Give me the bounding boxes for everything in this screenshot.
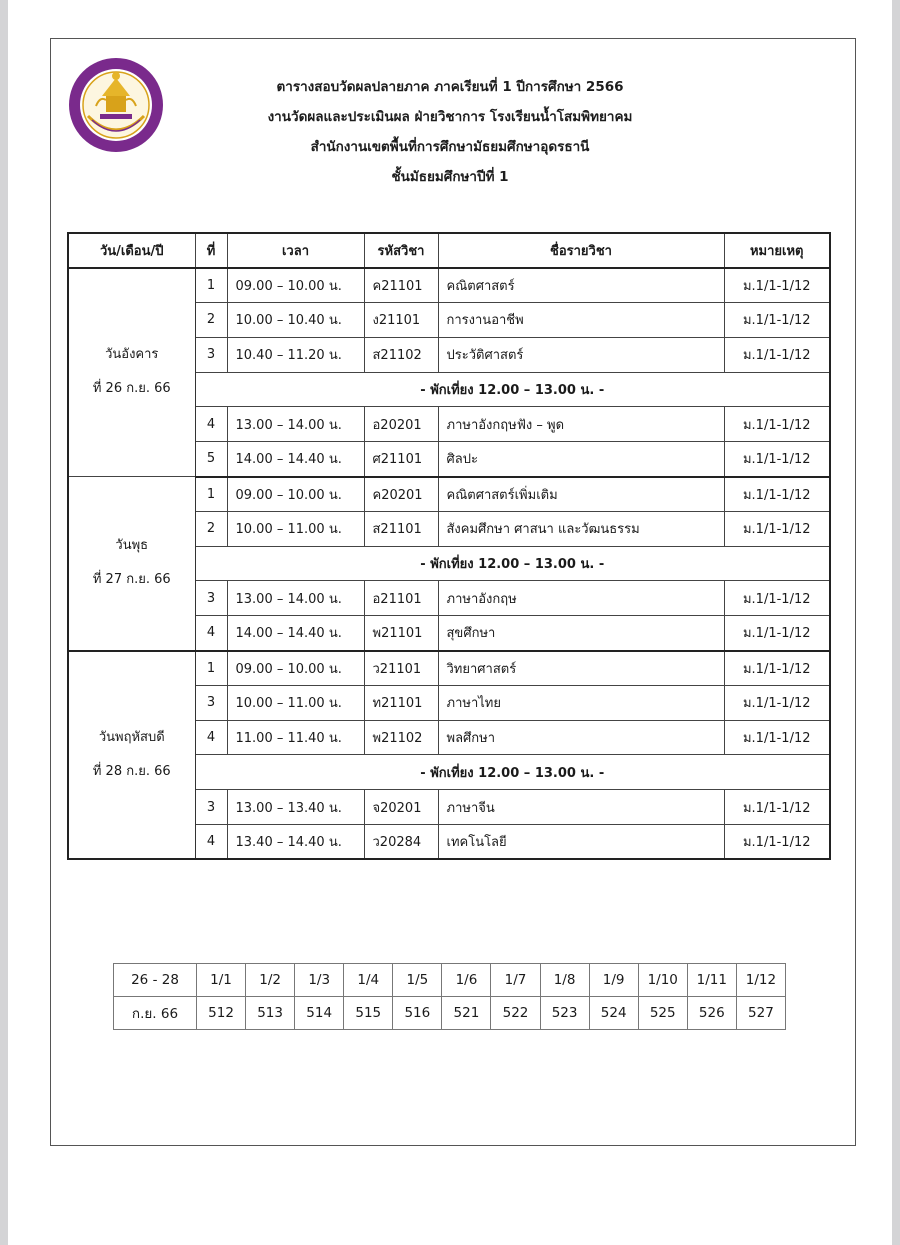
row-no: 5 (195, 442, 227, 477)
row-note: ม.1/1-1/12 (724, 511, 830, 546)
room-number-cell: 516 (393, 997, 442, 1030)
lunch-break-label: - พักเที่ยง 12.00 – 13.00 น. - (195, 546, 830, 581)
row-no: 1 (195, 651, 227, 686)
row-time: 09.00 – 10.00 น. (227, 268, 364, 303)
row-time: 10.00 – 10.40 น. (227, 303, 364, 338)
row-time: 13.00 – 14.00 น. (227, 407, 364, 442)
class-cell: 1/3 (295, 964, 344, 997)
room-number-row (114, 997, 786, 1030)
class-cell: 1/12 (736, 964, 785, 997)
table-row (68, 651, 830, 686)
day-cell-tuesday (68, 268, 195, 477)
day-date: ที่ 26 ก.ย. 66 (92, 381, 171, 397)
row-no: 2 (195, 511, 227, 546)
day-date: ที่ 27 ก.ย. 66 (92, 572, 171, 588)
room-date-bottom: ก.ย. 66 (114, 997, 197, 1030)
header-department: งานวัดผลและประเมินผล ฝ่ายวิชาการ โรงเรียนน้ำโสมพิทยาคม (267, 109, 633, 125)
lunch-break-label: - พักเที่ยง 12.00 – 13.00 น. - (195, 372, 830, 407)
row-time: 14.00 – 14.40 น. (227, 442, 364, 477)
day-cell-wednesday (68, 477, 195, 651)
header-title: ตารางสอบวัดผลปลายภาค ภาคเรียนที่ 1 ปีการศึกษา 2566 (276, 79, 624, 95)
day-cell-thursday (68, 651, 195, 860)
col-header-time: เวลา (227, 233, 364, 268)
row-time: 14.00 – 14.40 น. (227, 616, 364, 651)
header-office: สำนักงานเขตพื้นที่การศึกษามัธยมศึกษาอุดรธานี (310, 139, 590, 155)
row-no: 4 (195, 720, 227, 755)
row-subject: เทคโนโลยี (438, 825, 724, 860)
row-no: 2 (195, 303, 227, 338)
row-code: ส21101 (364, 511, 438, 546)
row-time: 09.00 – 10.00 น. (227, 651, 364, 686)
room-assignment-table (113, 963, 786, 1030)
class-cell: 1/2 (246, 964, 295, 997)
row-subject: คณิตศาสตร์เพิ่มเติม (438, 477, 724, 512)
class-cell: 1/8 (540, 964, 589, 997)
col-header-no: ที่ (195, 233, 227, 268)
row-no: 4 (195, 407, 227, 442)
class-cell: 1/6 (442, 964, 491, 997)
col-header-note: หมายเหตุ (724, 233, 830, 268)
room-number-cell: 513 (246, 997, 295, 1030)
row-subject: ภาษาอังกฤษฟัง – พูด (438, 407, 724, 442)
document-header (200, 72, 700, 192)
row-note: ม.1/1-1/12 (724, 581, 830, 616)
row-note: ม.1/1-1/12 (724, 337, 830, 372)
row-time: 09.00 – 10.00 น. (227, 477, 364, 512)
row-code: พ21101 (364, 616, 438, 651)
header-grade: ชั้นมัธยมศึกษาปีที่ 1 (391, 169, 509, 185)
row-note: ม.1/1-1/12 (724, 685, 830, 720)
school-logo (66, 56, 166, 154)
row-code: ค21101 (364, 268, 438, 303)
table-row (68, 477, 830, 512)
row-subject: การงานอาชีพ (438, 303, 724, 338)
row-no: 3 (195, 337, 227, 372)
table-header-row (68, 233, 830, 268)
row-code: ส21102 (364, 337, 438, 372)
row-code: ว20284 (364, 825, 438, 860)
room-number-cell: 512 (197, 997, 246, 1030)
row-note: ม.1/1-1/12 (724, 303, 830, 338)
row-time: 13.00 – 13.40 น. (227, 790, 364, 825)
table-row (68, 268, 830, 303)
row-subject: ภาษาอังกฤษ (438, 581, 724, 616)
row-code: ว21101 (364, 651, 438, 686)
class-cell: 1/1 (197, 964, 246, 997)
row-time: 13.40 – 14.40 น. (227, 825, 364, 860)
class-cell: 1/11 (687, 964, 736, 997)
row-note: ม.1/1-1/12 (724, 407, 830, 442)
class-cell: 1/10 (638, 964, 687, 997)
row-no: 3 (195, 790, 227, 825)
class-cell: 1/9 (589, 964, 638, 997)
row-subject: พลศึกษา (438, 720, 724, 755)
row-subject: คณิตศาสตร์ (438, 268, 724, 303)
row-note: ม.1/1-1/12 (724, 616, 830, 651)
col-header-subject: ชื่อรายวิชา (438, 233, 724, 268)
row-subject: วิทยาศาสตร์ (438, 651, 724, 686)
row-time: 10.40 – 11.20 น. (227, 337, 364, 372)
day-date: ที่ 28 ก.ย. 66 (92, 763, 171, 779)
class-cell: 1/5 (393, 964, 442, 997)
row-code: ท21101 (364, 685, 438, 720)
row-code: อ20201 (364, 407, 438, 442)
exam-schedule-table (67, 232, 831, 860)
row-subject: สุขศึกษา (438, 616, 724, 651)
row-subject: ภาษาจีน (438, 790, 724, 825)
row-code: จ20201 (364, 790, 438, 825)
col-header-date: วัน/เดือน/ปี (68, 233, 195, 268)
row-note: ม.1/1-1/12 (724, 442, 830, 477)
row-code: ง21101 (364, 303, 438, 338)
row-time: 13.00 – 14.00 น. (227, 581, 364, 616)
row-no: 3 (195, 581, 227, 616)
row-no: 1 (195, 268, 227, 303)
room-number-cell: 525 (638, 997, 687, 1030)
row-code: อ21101 (364, 581, 438, 616)
row-subject: ภาษาไทย (438, 685, 724, 720)
room-number-cell: 514 (295, 997, 344, 1030)
row-no: 1 (195, 477, 227, 512)
lunch-break-label: - พักเที่ยง 12.00 – 13.00 น. - (195, 755, 830, 790)
row-time: 10.00 – 11.00 น. (227, 511, 364, 546)
row-note: ม.1/1-1/12 (724, 790, 830, 825)
row-note: ม.1/1-1/12 (724, 651, 830, 686)
class-cell: 1/4 (344, 964, 393, 997)
row-time: 10.00 – 11.00 น. (227, 685, 364, 720)
row-subject: ประวัติศาสตร์ (438, 337, 724, 372)
day-name: วันพฤหัสบดี (98, 729, 165, 745)
row-no: 4 (195, 616, 227, 651)
row-code: ค20201 (364, 477, 438, 512)
room-date-top: 26 - 28 (114, 964, 197, 997)
room-number-cell: 527 (736, 997, 785, 1030)
day-name: วันอังคาร (105, 347, 159, 363)
room-number-cell: 522 (491, 997, 540, 1030)
row-note: ม.1/1-1/12 (724, 477, 830, 512)
class-cell: 1/7 (491, 964, 540, 997)
row-code: ศ21101 (364, 442, 438, 477)
row-note: ม.1/1-1/12 (724, 268, 830, 303)
col-header-code: รหัสวิชา (364, 233, 438, 268)
room-number-cell: 515 (344, 997, 393, 1030)
row-time: 11.00 – 11.40 น. (227, 720, 364, 755)
room-number-cell: 521 (442, 997, 491, 1030)
row-no: 4 (195, 825, 227, 860)
room-number-cell: 526 (687, 997, 736, 1030)
row-code: พ21102 (364, 720, 438, 755)
day-name: วันพุธ (115, 538, 149, 554)
row-note: ม.1/1-1/12 (724, 720, 830, 755)
room-number-cell: 524 (589, 997, 638, 1030)
row-subject: ศิลปะ (438, 442, 724, 477)
room-number-cell: 523 (540, 997, 589, 1030)
row-subject: สังคมศึกษา ศาสนา และวัฒนธรรม (438, 511, 724, 546)
room-class-row (114, 964, 786, 997)
row-note: ม.1/1-1/12 (724, 825, 830, 860)
row-no: 3 (195, 685, 227, 720)
